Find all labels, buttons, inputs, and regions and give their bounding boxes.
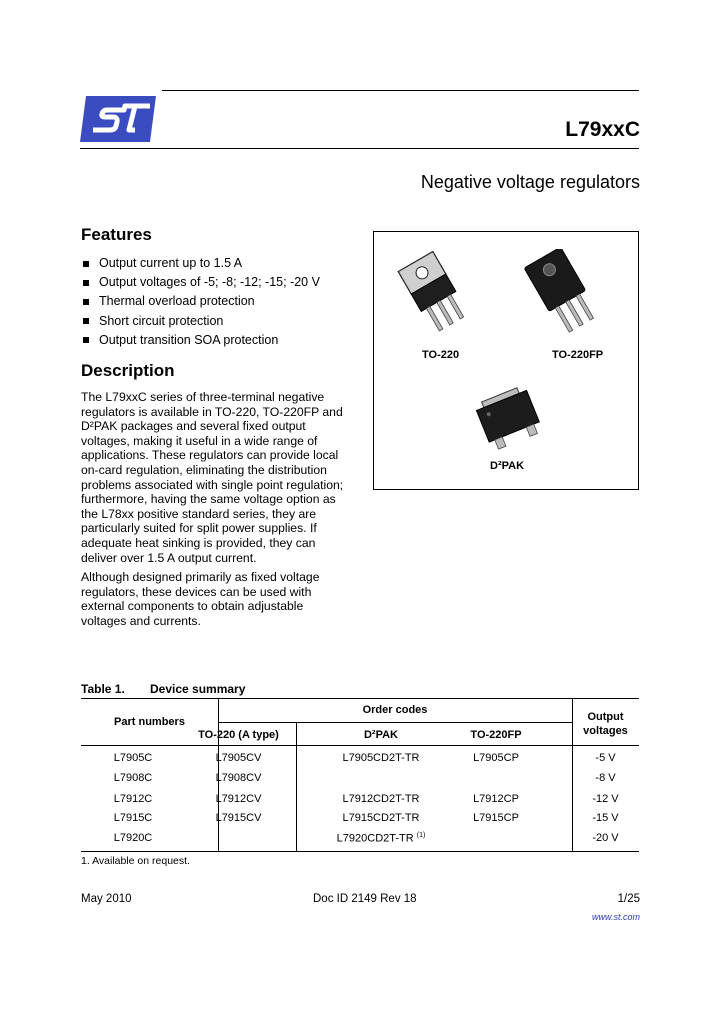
d2pak-package-icon bbox=[464, 387, 554, 452]
page-subtitle: Negative voltage regulators bbox=[420, 172, 640, 192]
to220fp-label: TO-220FP bbox=[552, 349, 604, 361]
footer-date: May 2010 bbox=[81, 893, 132, 905]
part-number-title: L79xxC bbox=[565, 118, 640, 141]
list-item: Output voltages of -5; -8; -12; -15; -20 V bbox=[83, 273, 320, 292]
table-row: L7915C L7915CV L7915CD2T-TR L7915CP -15 V bbox=[113, 812, 619, 824]
st-logo-icon bbox=[80, 96, 156, 142]
bullet-icon bbox=[83, 318, 89, 324]
header-to220fp: TO-220FP bbox=[470, 729, 522, 741]
header-d2pak: D²PAK bbox=[363, 729, 398, 741]
table-caption: Table 1. Device summary bbox=[81, 682, 246, 696]
footer-page-number: 1/25 bbox=[617, 893, 640, 905]
table-row: L7912C L7912CV L7912CD2T-TR L7912CP -12 V bbox=[113, 793, 619, 805]
table-row: L7905C L7905CV L7905CD2T-TR L7905CP -5 V bbox=[113, 752, 616, 764]
features-list bbox=[83, 254, 320, 350]
features-heading: Features bbox=[81, 225, 152, 244]
logo-text: ST bbox=[80, 96, 82, 97]
to220-label: TO-220 bbox=[422, 349, 460, 361]
bullet-icon bbox=[83, 337, 89, 343]
header-part-numbers: Part numbers bbox=[114, 716, 185, 728]
header-order-codes: Order codes bbox=[362, 704, 428, 716]
list-item: Short circuit protection bbox=[83, 312, 320, 331]
d2pak-label: D²PAK bbox=[490, 460, 525, 472]
bullet-icon bbox=[83, 299, 89, 305]
to220-package-icon bbox=[396, 249, 491, 335]
list-item: Output current up to 1.5 A bbox=[83, 254, 320, 273]
list-item: Thermal overload protection bbox=[83, 292, 320, 311]
table-row: L7908C L7908CV -8 V bbox=[113, 772, 616, 784]
package-figure bbox=[373, 231, 639, 490]
list-item: Output transition SOA protection bbox=[83, 331, 320, 350]
description-heading: Description bbox=[81, 361, 175, 380]
table-footnote: 1. Available on request. bbox=[81, 855, 190, 867]
footnote-ref: (1) bbox=[416, 832, 426, 839]
header-rule-top bbox=[162, 90, 639, 91]
bullet-icon bbox=[83, 261, 89, 267]
device-summary-table bbox=[81, 698, 639, 852]
header-to220: TO-220 (A type) bbox=[198, 729, 279, 741]
bullet-icon bbox=[83, 280, 89, 286]
header-output-voltages: Output voltages bbox=[583, 711, 628, 737]
table-row: L7920C L7920CD2T-TR $^{(1)}$ -20 V bbox=[113, 832, 619, 845]
description-paragraph-1: The L79xxC series of three-terminal negative regulators is available in TO-220, TO-220FP and D²PAK packages and several fixed output voltages, making it useful in a wide range of applications. These regulators can provide local on-card regulation, eliminating the distribution problems associated with single point regulation; furthermore, having the same voltage option as the L78xx positive standard series, they are particularly suited for split power supplies. If adequate heat sinking is provided, they can deliver over 1.5 A output current. bbox=[81, 390, 344, 565]
footer-doc-id: Doc ID 2149 Rev 18 bbox=[313, 893, 417, 905]
footer-url-link[interactable]: www.st.com bbox=[591, 912, 640, 922]
description-paragraph-2: Although designed primarily as fixed voltage regulators, these devices can be used with external components to obtain adjustable voltages and currents. bbox=[81, 570, 320, 628]
header-rule-bottom bbox=[80, 148, 639, 149]
to220fp-package-icon bbox=[524, 249, 624, 335]
